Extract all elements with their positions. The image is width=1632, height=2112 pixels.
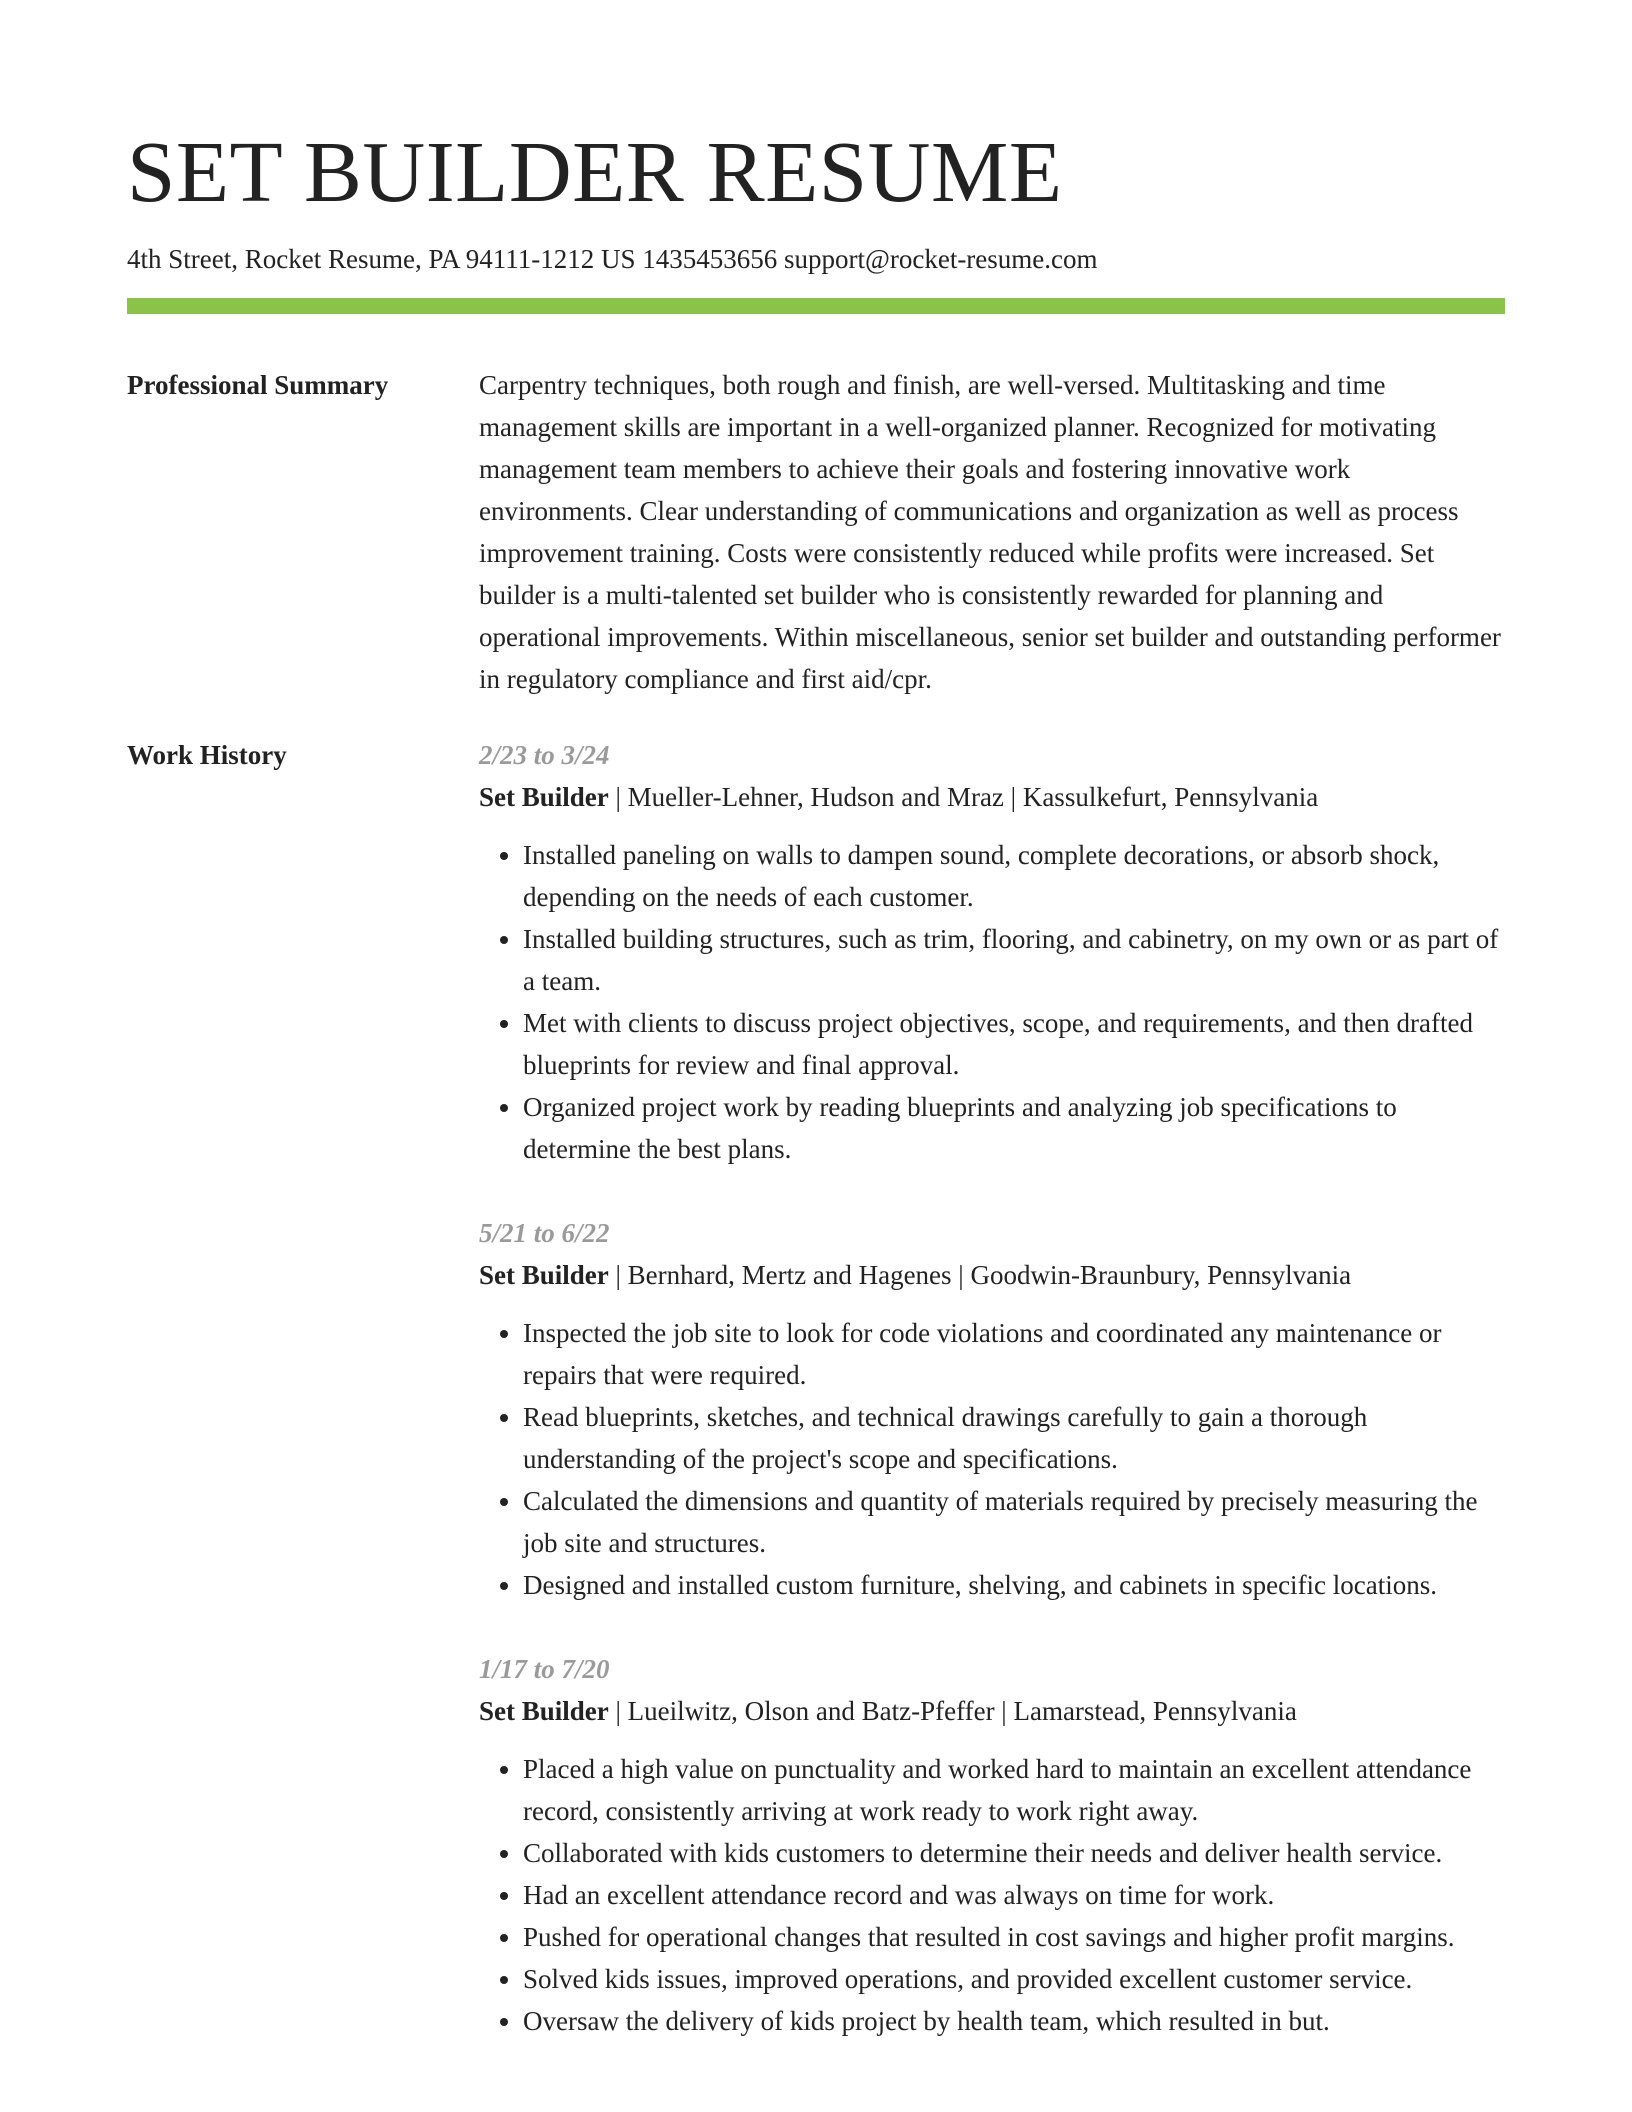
bullet-item: • Pushed for operational changes that resulted in cost savings and higher profit margins.: [523, 1916, 1505, 1958]
section-label-summary: Professional Summary: [127, 370, 389, 400]
summary-section: [127, 364, 1505, 700]
contact-line: 4th Street, Rocket Resume, PA 94111-1212 US 1435453656 support@rocket-resume.com: [127, 244, 1098, 274]
bullet-item: • Placed a high value on punctuality and worked hard to maintain an excellent attendance record, consistently arriving at work ready to work right away.: [523, 1748, 1505, 1832]
bullet-item: • Met with clients to discuss project objectives, scope, and requirements, and then drafted blueprints for review and final approval.: [523, 1002, 1505, 1086]
bullet-item: • Installed paneling on walls to dampen sound, complete decorations, or absorb shock, depending on the needs of each customer.: [523, 834, 1505, 918]
page-title: SET BUILDER RESUME: [127, 123, 1063, 220]
job-entry: [479, 1212, 1505, 1606]
job-title: Set Builder: [479, 782, 609, 812]
job-bullets: [479, 834, 1505, 1170]
job-dates: 2/23 to 3/24: [479, 740, 610, 770]
bullet-item: • Designed and installed custom furniture, shelving, and cabinets in specific locations.: [523, 1564, 1505, 1606]
bullet-item: • Oversaw the delivery of kids project by health team, which resulted in but.: [523, 2000, 1505, 2042]
job-entry: [479, 734, 1505, 1170]
job-dates: 5/21 to 6/22: [479, 1218, 610, 1248]
job-bullets: [479, 1312, 1505, 1606]
job-heading: [479, 1254, 1505, 1296]
job-title: Set Builder: [479, 1260, 609, 1290]
bullet-item: • Installed building structures, such as trim, flooring, and cabinetry, on my own or as part of a team.: [523, 918, 1505, 1002]
job-details: | Bernhard, Mertz and Hagenes | Goodwin-Braunbury, Pennsylvania: [608, 1260, 1352, 1290]
bullet-item: • Collaborated with kids customers to determine their needs and deliver health service.: [523, 1832, 1505, 1874]
job-bullets: [479, 1748, 1505, 2042]
work-history-section: [127, 734, 1505, 2084]
bullet-item: • Calculated the dimensions and quantity of materials required by precisely measuring the job site and structures.: [523, 1480, 1505, 1564]
section-label-work-history: Work History: [127, 740, 287, 770]
bullet-item: • Organized project work by reading blueprints and analyzing job specifications to determine the best plans.: [523, 1086, 1505, 1170]
job-heading: [479, 1690, 1505, 1732]
bullet-item: • Inspected the job site to look for code violations and coordinated any maintenance or repairs that were required.: [523, 1312, 1505, 1396]
job-entry: [479, 1648, 1505, 2042]
summary-text: Carpentry techniques, both rough and finish, are well-versed. Multitasking and time management skills are important in a well-organized planner. Recognized for motivating management team members to achieve their goals and fostering innovative work environments. Clear understanding of communications and organization as well as process improvement training. Costs were consistently reduced while profits were increased. Set builder is a multi-talented set builder who is consistently rewarded for planning and operational improvements. Within miscellaneous, senior set builder and outstanding performer in regulatory compliance and first aid/cpr.: [479, 370, 1501, 694]
bullet-item: • Had an excellent attendance record and was always on time for work.: [523, 1874, 1505, 1916]
job-title: Set Builder: [479, 1696, 609, 1726]
bullet-item: • Solved kids issues, improved operations, and provided excellent customer service.: [523, 1958, 1505, 2000]
work-history-body: [479, 734, 1505, 2084]
job-heading: [479, 776, 1505, 818]
job-details: | Mueller-Lehner, Hudson and Mraz | Kassulkefurt, Pennsylvania: [608, 782, 1319, 812]
bullet-item: • Read blueprints, sketches, and technical drawings carefully to gain a thorough understanding of the project's scope and specifications.: [523, 1396, 1505, 1480]
accent-divider: [127, 298, 1505, 314]
job-details: | Lueilwitz, Olson and Batz-Pfeffer | Lamarstead, Pennsylvania: [608, 1696, 1297, 1726]
job-dates: 1/17 to 7/20: [479, 1654, 610, 1684]
